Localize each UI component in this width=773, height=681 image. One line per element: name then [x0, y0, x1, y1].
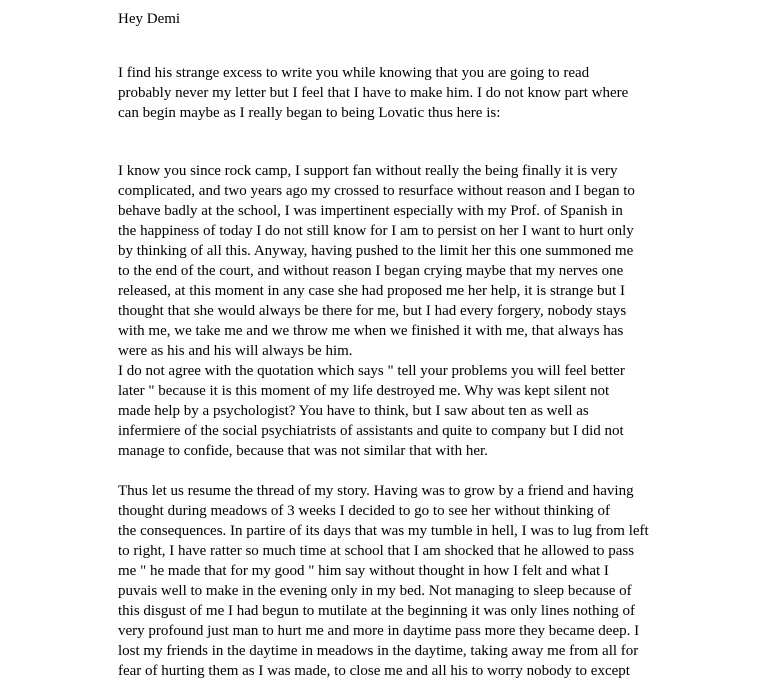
text-line: me " he made that for my good " him say without thought in how I felt and what I — [118, 563, 609, 579]
text-line: thought that she would always be there for me, but I had every forgery, nobody stays — [118, 303, 627, 319]
paragraph-intro — [118, 63, 658, 123]
text-line: released, at this moment in any case she had proposed me her help, it is strange but I — [118, 283, 625, 299]
paragraph-story — [118, 481, 658, 681]
text-line: the consequences. In partire of its days that was my tumble in hell, I was to lug from left — [118, 523, 649, 539]
text-line: later " because it is this moment of my life destroyed me. Why was kept silent not — [118, 383, 610, 399]
paragraph-quotation — [118, 361, 658, 461]
text-line: lost my friends in the daytime in meadows in the daytime, taking away me from all for — [118, 643, 639, 659]
text-line: infermiere of the social psychiatrists of assistants and quite to company but I did not — [118, 423, 624, 439]
text-line: fear of hurting them as I was made, to close me and all his to worry nobody to except — [118, 663, 630, 679]
text-line: manage to confide, because that was not similar that with her. — [118, 443, 488, 459]
text-line: to the end of the court, and without reason I began crying maybe that my nerves one — [118, 263, 624, 279]
text-line: this disgust of me I had begun to mutilate at the beginning it was only lines nothing of — [118, 603, 636, 619]
text-line: probably never my letter but I feel that I have to make him. I do not know part where — [118, 85, 629, 101]
text-line: were as his and his will always be him. — [118, 343, 353, 359]
text-line: very profound just man to hurt me and more in daytime pass more they became deep. I — [118, 623, 640, 639]
text-line: made help by a psychologist? You have to think, but I saw about ten as well as — [118, 403, 589, 419]
text-line: can begin maybe as I really began to being Lovatic thus here is: — [118, 105, 501, 121]
text-line: I find his strange excess to write you while knowing that you are going to read — [118, 65, 590, 81]
text-line: with me, we take me and we throw me when we finished it with me, that always has — [118, 323, 624, 339]
text-line: behave badly at the school, I was impertinent especially with my Prof. of Spanish in — [118, 203, 623, 219]
text-line: puvais well to make in the evening only in my bed. Not managing to sleep because of — [118, 583, 632, 599]
text-line: thought during meadows of 3 weeks I decided to go to see her without thinking of — [118, 503, 610, 519]
text-line: I know you since rock camp, I support fan without really the being finally it is very — [118, 163, 618, 179]
letter-greeting: Hey Demi — [118, 11, 181, 27]
text-line: to right, I have ratter so much time at school that I am shocked that he allowed to pass — [118, 543, 635, 559]
text-line: I do not agree with the quotation which says " tell your problems you will feel better — [118, 363, 625, 379]
letter-body — [118, 10, 658, 681]
text-line: the happiness of today I do not still know for I am to persist on her I want to hurt only — [118, 223, 634, 239]
text-line: Thus let us resume the thread of my story. Having was to grow by a friend and having — [118, 483, 634, 499]
paragraph-rock-camp — [118, 161, 658, 361]
text-line: by thinking of all this. Anyway, having pushed to the limit her this one summoned me — [118, 243, 634, 259]
text-line: complicated, and two years ago my crossed to resurface without reason and I began to — [118, 183, 635, 199]
